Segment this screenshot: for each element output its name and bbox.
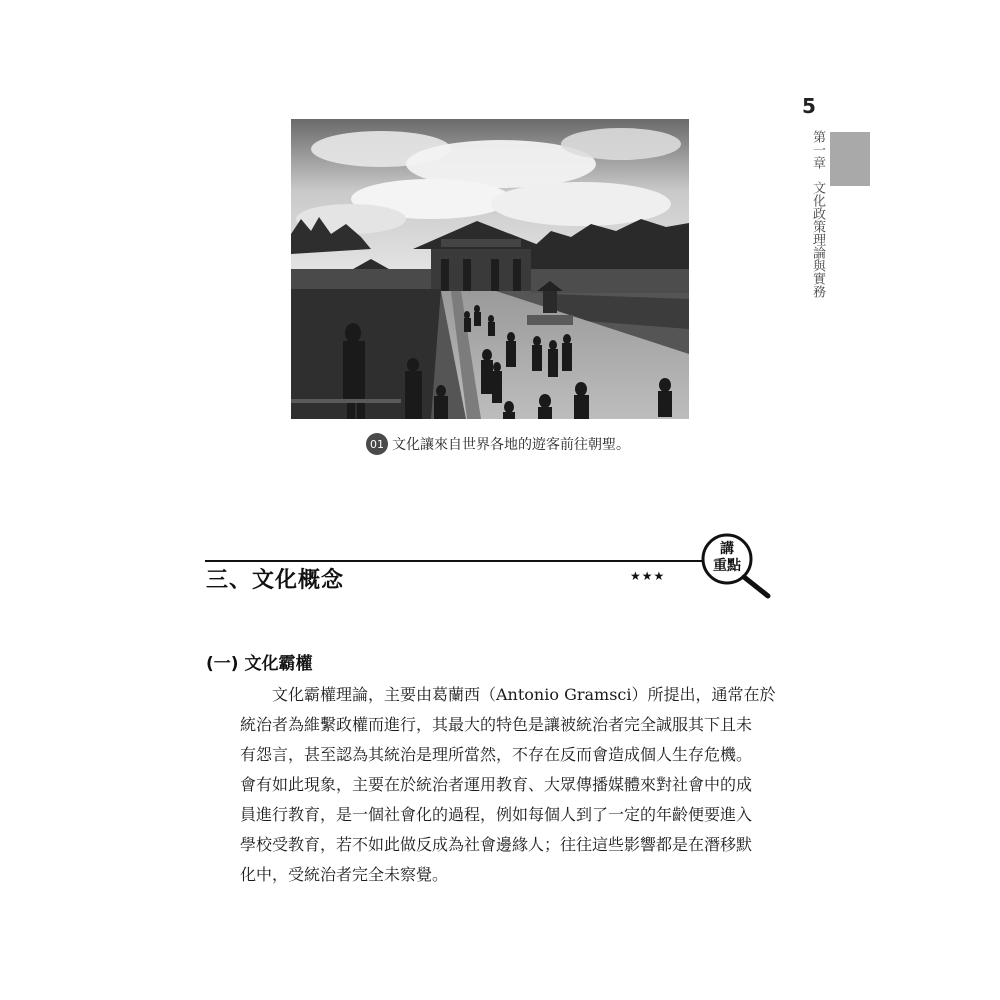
chapter-title: 文化政策理論與實務 <box>810 181 825 298</box>
body-paragraph <box>240 680 776 890</box>
figure-number: 01 <box>366 433 388 455</box>
running-head <box>806 130 824 298</box>
figure-caption-text: 文化讓來自世界各地的遊客前往朝聖。 <box>392 437 630 453</box>
section-rule <box>205 560 705 562</box>
temple-photo <box>291 119 689 419</box>
paragraph-line: 員進行教育，是一個社會化的過程，例如每個人到了一定的年齡便要進入 <box>240 805 753 824</box>
chapter-label: 第一章 <box>810 130 825 169</box>
figure-caption <box>366 433 630 455</box>
section-title: 三、文化概念 <box>206 567 345 593</box>
temple-photo-illustration <box>291 119 689 419</box>
paragraph-line: 文化霸權理論，主要由葛蘭西（Antonio Gramsci）所提出，通常在於 <box>272 685 776 704</box>
paragraph-line: 會有如此現象，主要在於統治者運用教育、大眾傳播媒體來對社會中的成 <box>240 775 753 794</box>
paragraph-line: 有怨言，甚至認為其統治是理所當然，不存在反而會造成個人生存危機。 <box>240 745 753 764</box>
subsection-title: (一) 文化霸權 <box>206 654 313 674</box>
key-point-label-line1: 講 <box>720 541 734 557</box>
chapter-side-tab <box>830 132 870 186</box>
key-point-badge <box>707 541 747 575</box>
paragraph-line: 化中，受統治者完全未察覺。 <box>240 865 449 884</box>
importance-stars: ★★★ <box>630 569 666 583</box>
paragraph-line: 學校受教育，若不如此做反成為社會邊緣人；往往這些影響都是在潛移默 <box>240 835 753 854</box>
paragraph-line: 統治者為維繫政權而進行，其最大的特色是讓被統治者完全誠服其下且未 <box>240 715 753 734</box>
page-number: 5 <box>802 94 816 118</box>
key-point-label-line2: 重點 <box>713 558 741 574</box>
